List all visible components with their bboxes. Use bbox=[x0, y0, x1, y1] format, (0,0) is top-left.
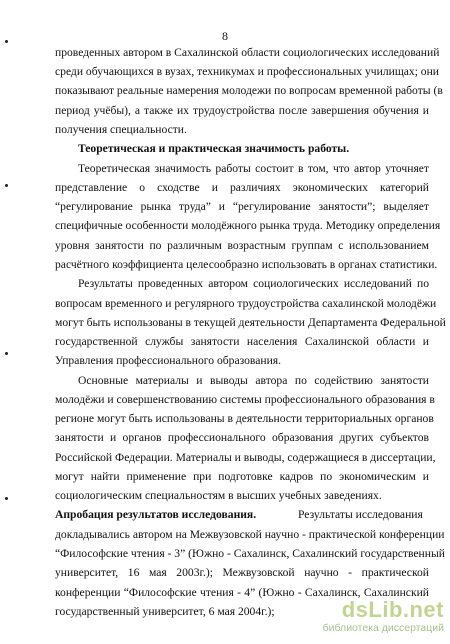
text-line: Теоретическая значимость работы состоит в том, что автор уточняет bbox=[78, 162, 429, 175]
text-line: расчётного коэффициента целесообразно использовать в органах статистики. bbox=[55, 258, 438, 271]
text-line: государственной службы занятости населения Сахалинской области и bbox=[55, 335, 429, 348]
text-line: Управления профессионального образования. bbox=[55, 354, 282, 367]
text-line: “Философские чтения - 3” (Южно - Сахалинск, Сахалинский государственный bbox=[55, 547, 445, 560]
text-line: показывают реальные намерения молодежи по вопросам временной работы (в bbox=[55, 84, 443, 97]
section-heading: Теоретическая и практическая значимость работы. bbox=[78, 142, 350, 155]
watermark-subtitle: библиотека диссертаций bbox=[322, 622, 444, 634]
text-line: докладывались автором на Межвузовской научно - практической конференции bbox=[55, 528, 445, 541]
text-line: Результаты проведенных автором социологических исследований по bbox=[78, 277, 429, 290]
text-line: представление о сходстве и различиях экономических категорий bbox=[55, 181, 429, 194]
watermark-logo bbox=[316, 598, 444, 638]
text-line: вопросам временного и регулярного трудоустройства сахалинской молодёжи bbox=[55, 297, 437, 310]
text-line: получения специальности. bbox=[55, 123, 187, 136]
watermark-brand: dsLib.net bbox=[341, 597, 444, 622]
text-line: среди обучающихся в вузах, техникумах и профессиональных училищах; они bbox=[55, 65, 440, 78]
section-heading: Апробация результатов исследования. bbox=[55, 508, 257, 521]
text-line: могут быть использованы в текущей деятельности Департамента Федеральной bbox=[55, 316, 446, 329]
text-line: социологическим специальностям в высших учебных заведениях. bbox=[55, 489, 382, 502]
text-line: молодёжи и совершенствованию системы профессионального образования в bbox=[55, 393, 435, 406]
text-line: “регулирование рынка труда” и “регулирование занятости”; выделяет bbox=[55, 200, 429, 213]
margin-mark bbox=[5, 40, 8, 43]
text-line: период учёбы), а также их трудоустройства после завершения обучения и bbox=[55, 104, 429, 117]
text-line: университет, 16 мая 2003г.); Межвузовской научно - практической bbox=[55, 566, 429, 579]
text-line: конференции “Философские чтения - 4” (Южно - Сахалинск, Сахалинский bbox=[55, 586, 429, 599]
text-line: регионе могут быть использованы в деятельности территориальных органов bbox=[55, 412, 434, 425]
text-line: могут найти применение при подготовке кадров по экономическим и bbox=[55, 470, 429, 483]
margin-mark bbox=[5, 497, 8, 500]
text-line: проведенных автором в Сахалинской области социологических исследований bbox=[55, 46, 440, 59]
margin-mark bbox=[5, 184, 8, 187]
text-line: Основные материалы и выводы автора по содействию занятости bbox=[78, 374, 429, 387]
text-line: Результаты исследования bbox=[298, 508, 423, 521]
margin-mark bbox=[5, 352, 8, 355]
text-line: специфичные особенности молодёжного рынка труда. Методику определения bbox=[55, 219, 441, 232]
text-line: занятости и органов профессионального образования других субъектов bbox=[55, 431, 429, 444]
text-line: уровня занятости по различным возрастным группам с использованием bbox=[55, 239, 429, 252]
text-line: Российской Федерации. Материалы и выводы, содержащиеся в диссертации, bbox=[55, 451, 436, 464]
page-number: 8 bbox=[222, 29, 228, 43]
text-line: государственный университет, 6 мая 2004г.); bbox=[55, 605, 275, 618]
